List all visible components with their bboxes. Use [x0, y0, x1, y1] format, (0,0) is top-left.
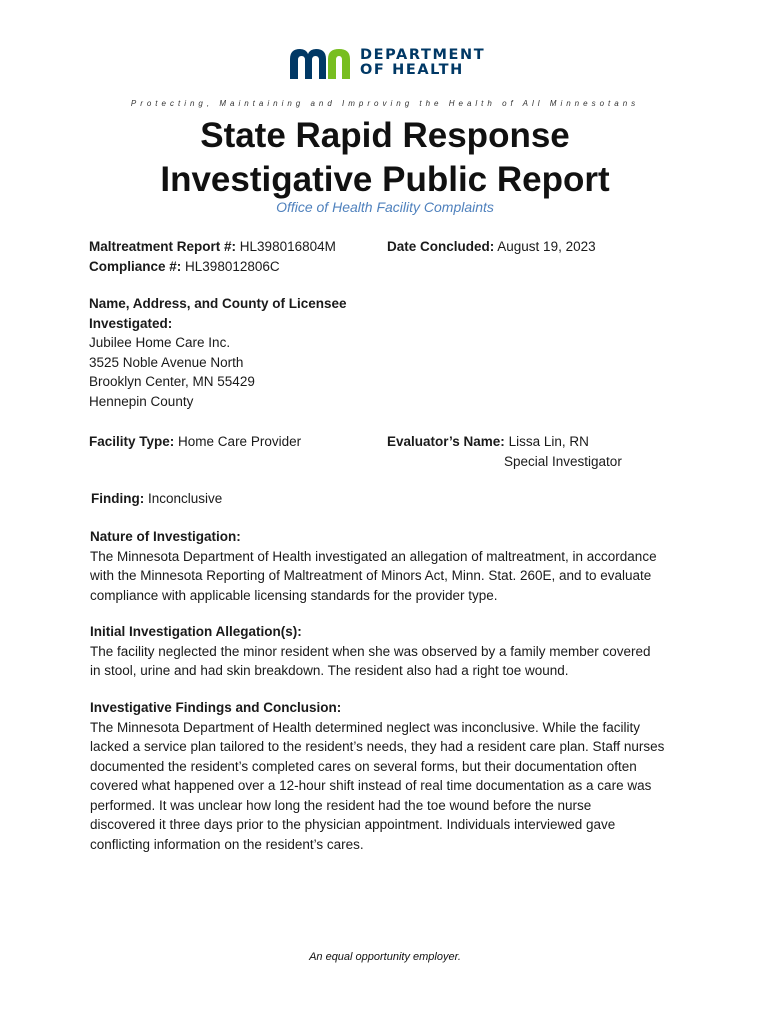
finding-label: Finding: — [91, 491, 145, 506]
nature-line: The Minnesota Department of Health investigated an allegation of maltreatment, in accordance — [90, 548, 657, 564]
evaluator-title: Special Investigator — [504, 454, 622, 469]
nature-line: with the Minnesota Reporting of Maltreatment of Minors Act, Minn. Stat. 260E, and to evaluate — [90, 568, 652, 583]
date-concluded-value: August 19, 2023 — [497, 239, 596, 254]
mdh-logo — [290, 47, 485, 79]
maltreatment-report-row — [89, 237, 336, 257]
footer-note: An equal opportunity employer. — [309, 951, 461, 963]
mn-logo-mark-icon — [290, 47, 354, 79]
licensee-label-line-2: Investigated: — [89, 315, 173, 331]
findings-section — [90, 698, 690, 854]
findings-line: discovered it three days prior to the physician appointment. Individuals interviewed gave — [90, 817, 616, 832]
page-subtitle: Office of Health Facility Complaints — [276, 199, 494, 215]
findings-heading: Investigative Findings and Conclusion: — [90, 700, 342, 715]
finding-value: Inconclusive — [148, 491, 223, 506]
finding-row — [91, 489, 222, 509]
logo-line-of-health: OF HEALTH — [360, 62, 464, 78]
allegation-line: The facility neglected the minor resident when she was observed by a family member covered — [90, 643, 651, 659]
facility-type-label: Facility Type: — [89, 434, 175, 449]
compliance-label: Compliance #: — [89, 258, 182, 274]
allegation-section — [90, 622, 690, 681]
licensee-street: 3525 Noble Avenue North — [89, 354, 244, 370]
maltreatment-label: Maltreatment Report #: — [89, 239, 237, 254]
facility-type-value: Home Care Provider — [178, 434, 302, 449]
compliance-row — [89, 257, 336, 277]
page-title — [0, 114, 770, 202]
nature-heading: Nature of Investigation: — [90, 529, 241, 544]
nature-section — [90, 527, 690, 605]
report-ids — [89, 237, 336, 276]
findings-line: conflicting information on the resident’s cares. — [90, 836, 364, 852]
licensee-county: Hennepin County — [89, 393, 194, 409]
findings-line: performed. It was unclear how long the resident had the toe wound before the nurse — [90, 797, 592, 813]
evaluator-block — [387, 432, 589, 452]
date-concluded-label: Date Concluded: — [387, 239, 495, 254]
licensee-city: Brooklyn Center, MN 55429 — [89, 374, 255, 389]
tagline: Protecting, Maintaining and Improving the Health of All Minnesotans — [130, 99, 640, 108]
compliance-value: HL398012806C — [185, 258, 280, 274]
findings-line: covered what happened over a 12-hour shift instead of real time documentation as a care was — [90, 778, 652, 793]
logo-line-department: DEPARTMENT — [360, 47, 486, 63]
evaluator-name: Lissa Lin, RN — [508, 434, 589, 449]
findings-line: The Minnesota Department of Health determined neglect was inconclusive. While the facility — [90, 719, 641, 735]
facility-type-row — [89, 432, 301, 452]
title-line-2: Investigative Public Report — [160, 160, 610, 199]
findings-line: documented the resident’s completed cares on several forms, but their documentation often — [90, 758, 637, 774]
findings-line: lacked a service plan tailored to the resident’s needs, they had a resident care plan. Staff nurses — [90, 739, 665, 754]
title-line-1: State Rapid Response — [200, 116, 570, 155]
logo-text — [360, 48, 485, 78]
nature-line: compliance with applicable licensing standards for the provider type. — [90, 587, 498, 603]
licensee-name: Jubilee Home Care Inc. — [89, 335, 231, 350]
allegation-line: in stool, urine and had skin breakdown. The resident also had a right toe wound. — [90, 663, 569, 678]
allegation-heading: Initial Investigation Allegation(s): — [90, 624, 302, 639]
licensee-label-line-1: Name, Address, and County of Licensee — [89, 296, 347, 311]
date-concluded-row — [387, 237, 596, 257]
evaluator-row — [387, 432, 589, 452]
licensee-block — [89, 294, 347, 411]
evaluator-label: Evaluator’s Name: — [387, 434, 505, 449]
maltreatment-value: HL398016804M — [239, 239, 336, 254]
